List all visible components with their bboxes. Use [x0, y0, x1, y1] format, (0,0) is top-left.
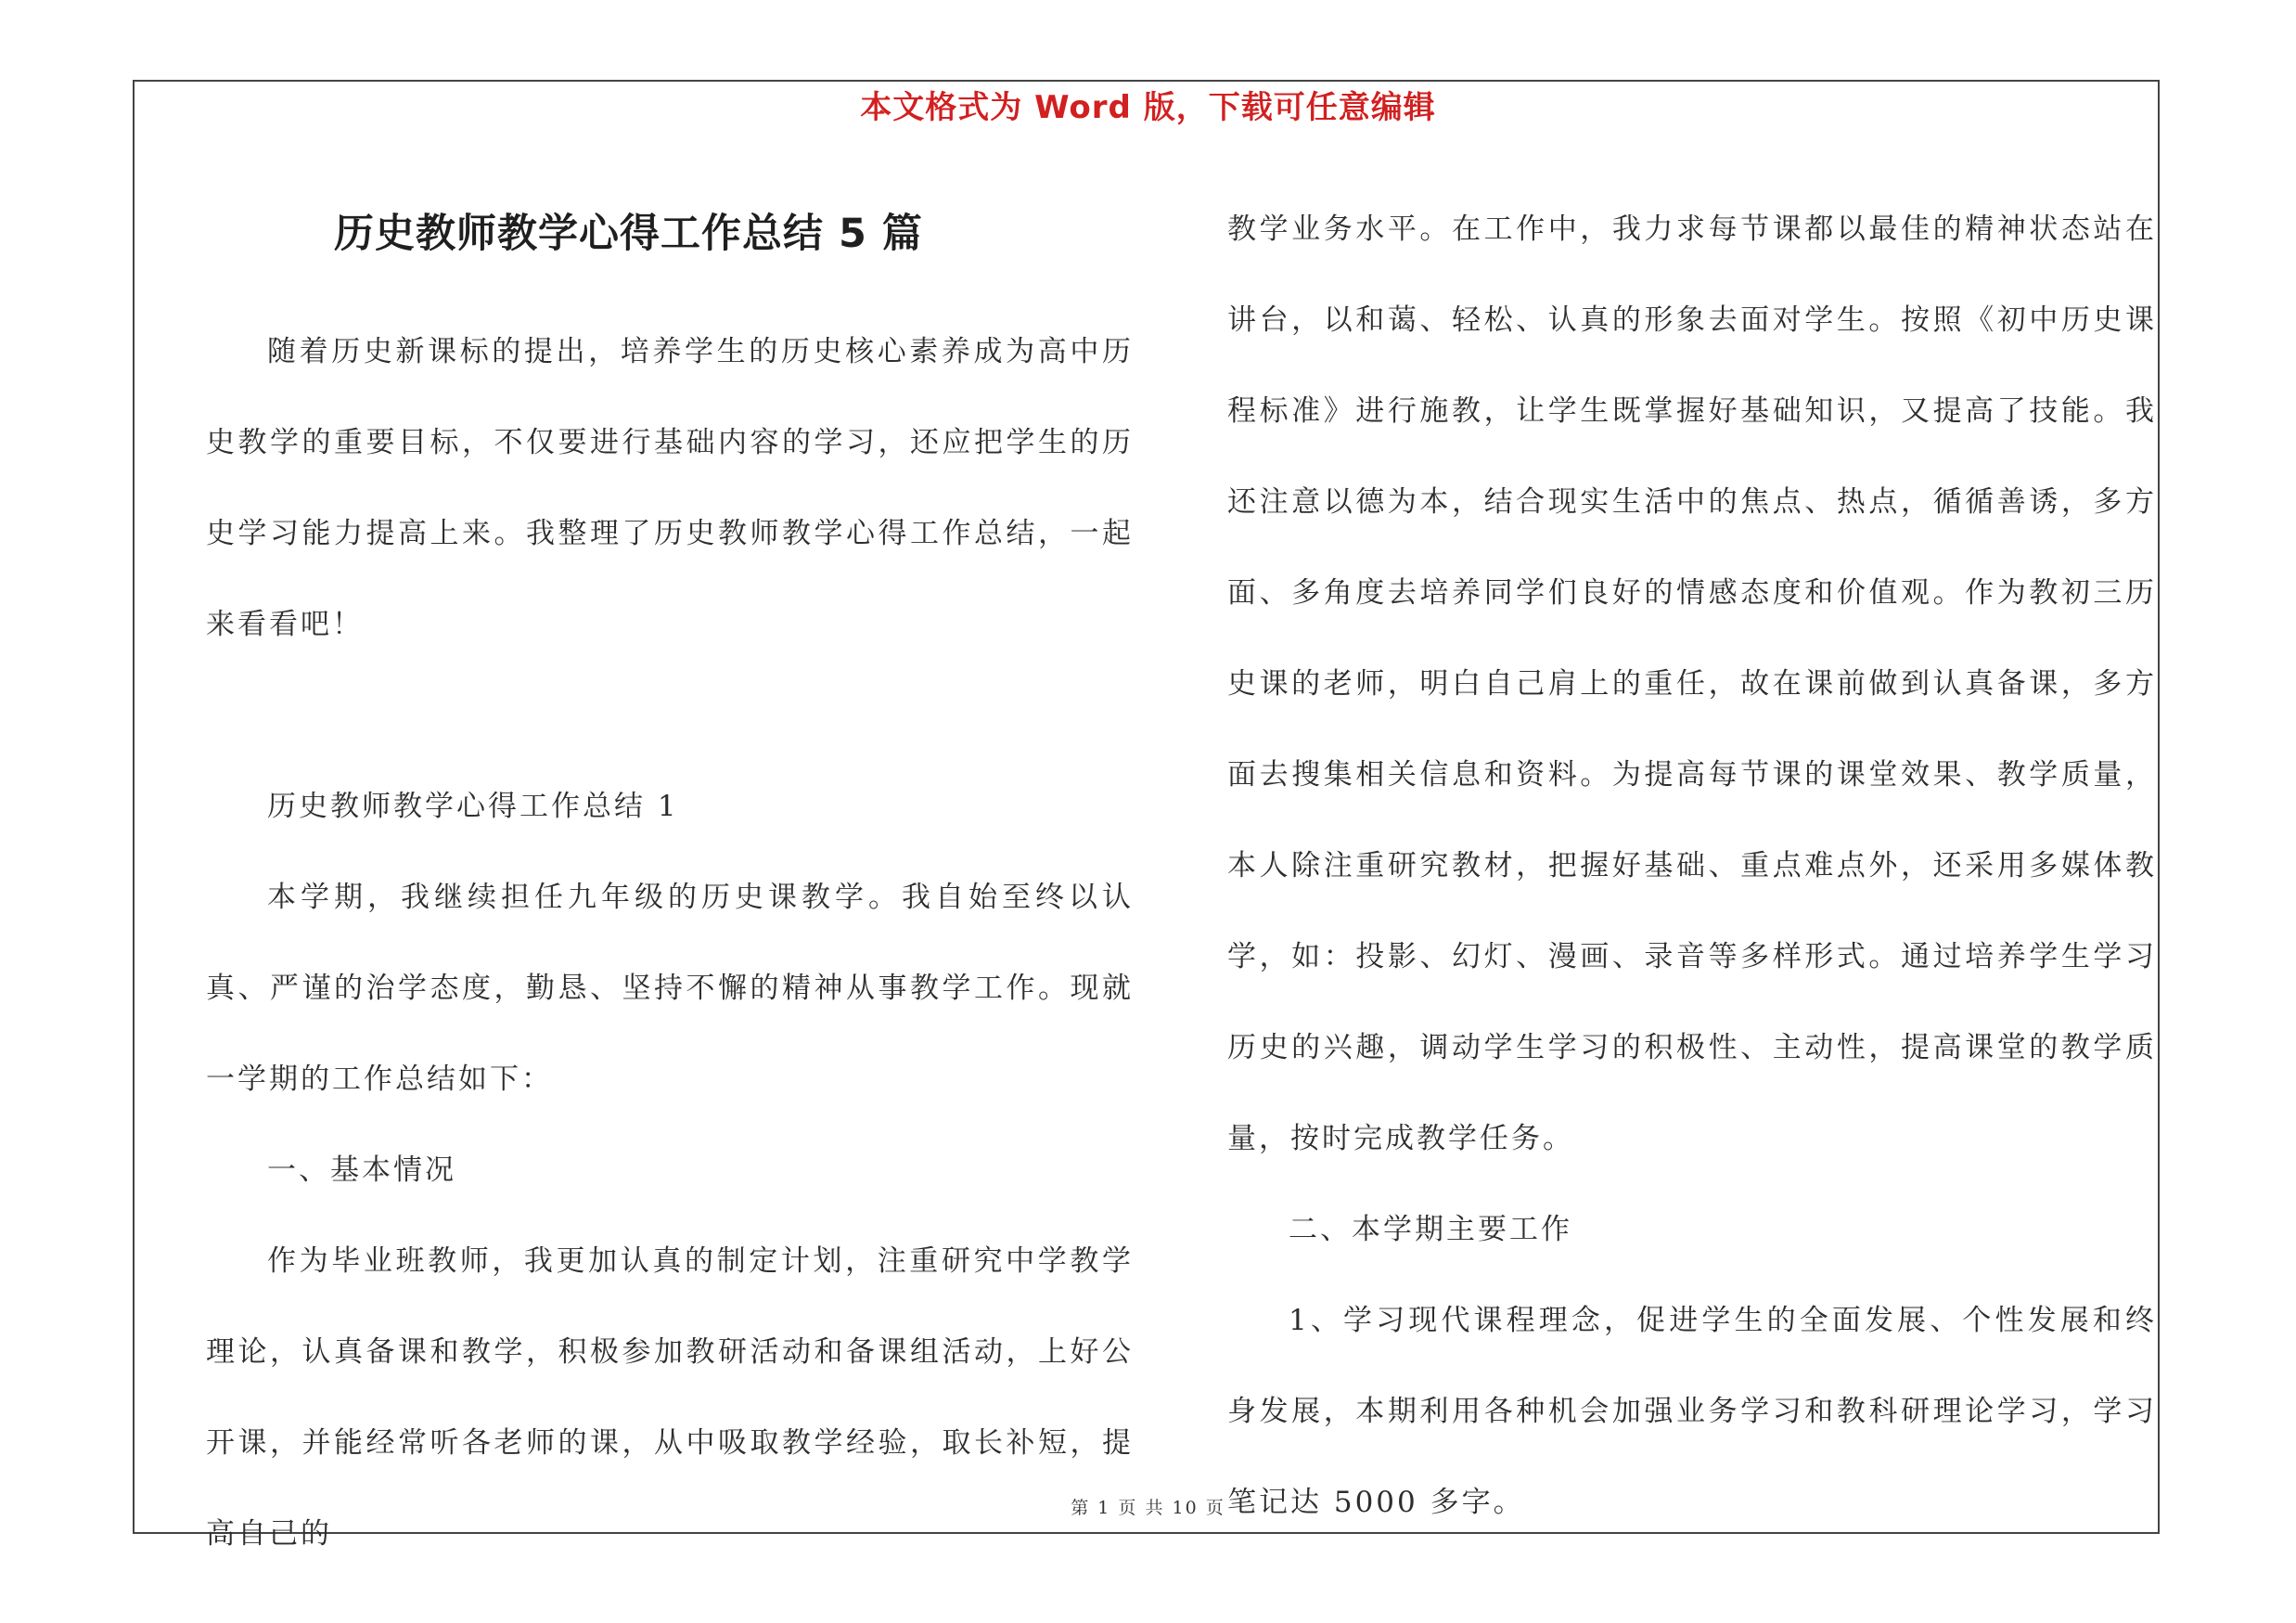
- section-heading: 二、本学期主要工作: [1289, 1213, 1572, 1246]
- body-paragraph: 本学期，我继续担任九年级的历史课教学。我自始至终以认真、严谨的治学态度，勤恳、坚持不懈的精神从事教学工作。现就一学期的工作总结如下：: [206, 881, 1134, 1096]
- body-paragraph: 作为毕业班教师，我更加认真的制定计划，注重研究中学教学理论，认真备课和教学，积极参加教研活动和备课组活动，上好公开课，并能经常听各老师的课，从中吸取教学经验，取长补短，提高自己的: [206, 1244, 1134, 1551]
- document-title: 历史教师教学心得工作总结 5 篇: [334, 211, 923, 257]
- section-heading: 一、基本情况: [267, 1153, 456, 1187]
- section-title: 历史教师教学心得工作总结 1: [267, 790, 679, 823]
- page-footer: 第 1 页 共 10 页: [1071, 1498, 1225, 1518]
- body-paragraph: 1、学习现代课程理念，促进学生的全面发展、个性发展和终身发展，本期利用各种机会加强业务学习和教科研理论学习，学习笔记达 5000 多字。: [1227, 1304, 2157, 1519]
- intro-paragraph: 随着历史新课标的提出，培养学生的历史核心素养成为高中历史教学的重要目标，不仅要进行基础内容的学习，还应把学生的历史学习能力提高上来。我整理了历史教师教学心得工作总结，一起来看看吧！: [206, 335, 1134, 641]
- right-column: [1227, 184, 2157, 1548]
- paragraph-spacer: [206, 670, 1134, 761]
- format-banner: 本文格式为 Word 版，下载可任意编辑: [860, 89, 1436, 126]
- left-column: [206, 306, 1134, 1579]
- body-paragraph-continued: 教学业务水平。在工作中，我力求每节课都以最佳的精神状态站在讲台，以和蔼、轻松、认真的形象去面对学生。按照《初中历史课程标准》进行施教，让学生既掌握好基础知识，又提高了技能。我还注意以德为本，结合现实生活中的焦点、热点，循循善诱，多方面、多角度去培养同学们良好的情感态度和价值观。作为教初三历史课的老师，明白自己肩上的重任，故在课前做到认真备课，多方面去搜集相关信息和资料。为提高每节课的课堂效果、教学质量，本人除注重研究教材，把握好基础、重点难点外，还采用多媒体教学，如：投影、幻灯、漫画、录音等多样形式。通过培养学生学习历史的兴趣，调动学生学习的积极性、主动性，提高课堂的教学质量，按时完成教学任务。: [1227, 213, 2157, 1155]
